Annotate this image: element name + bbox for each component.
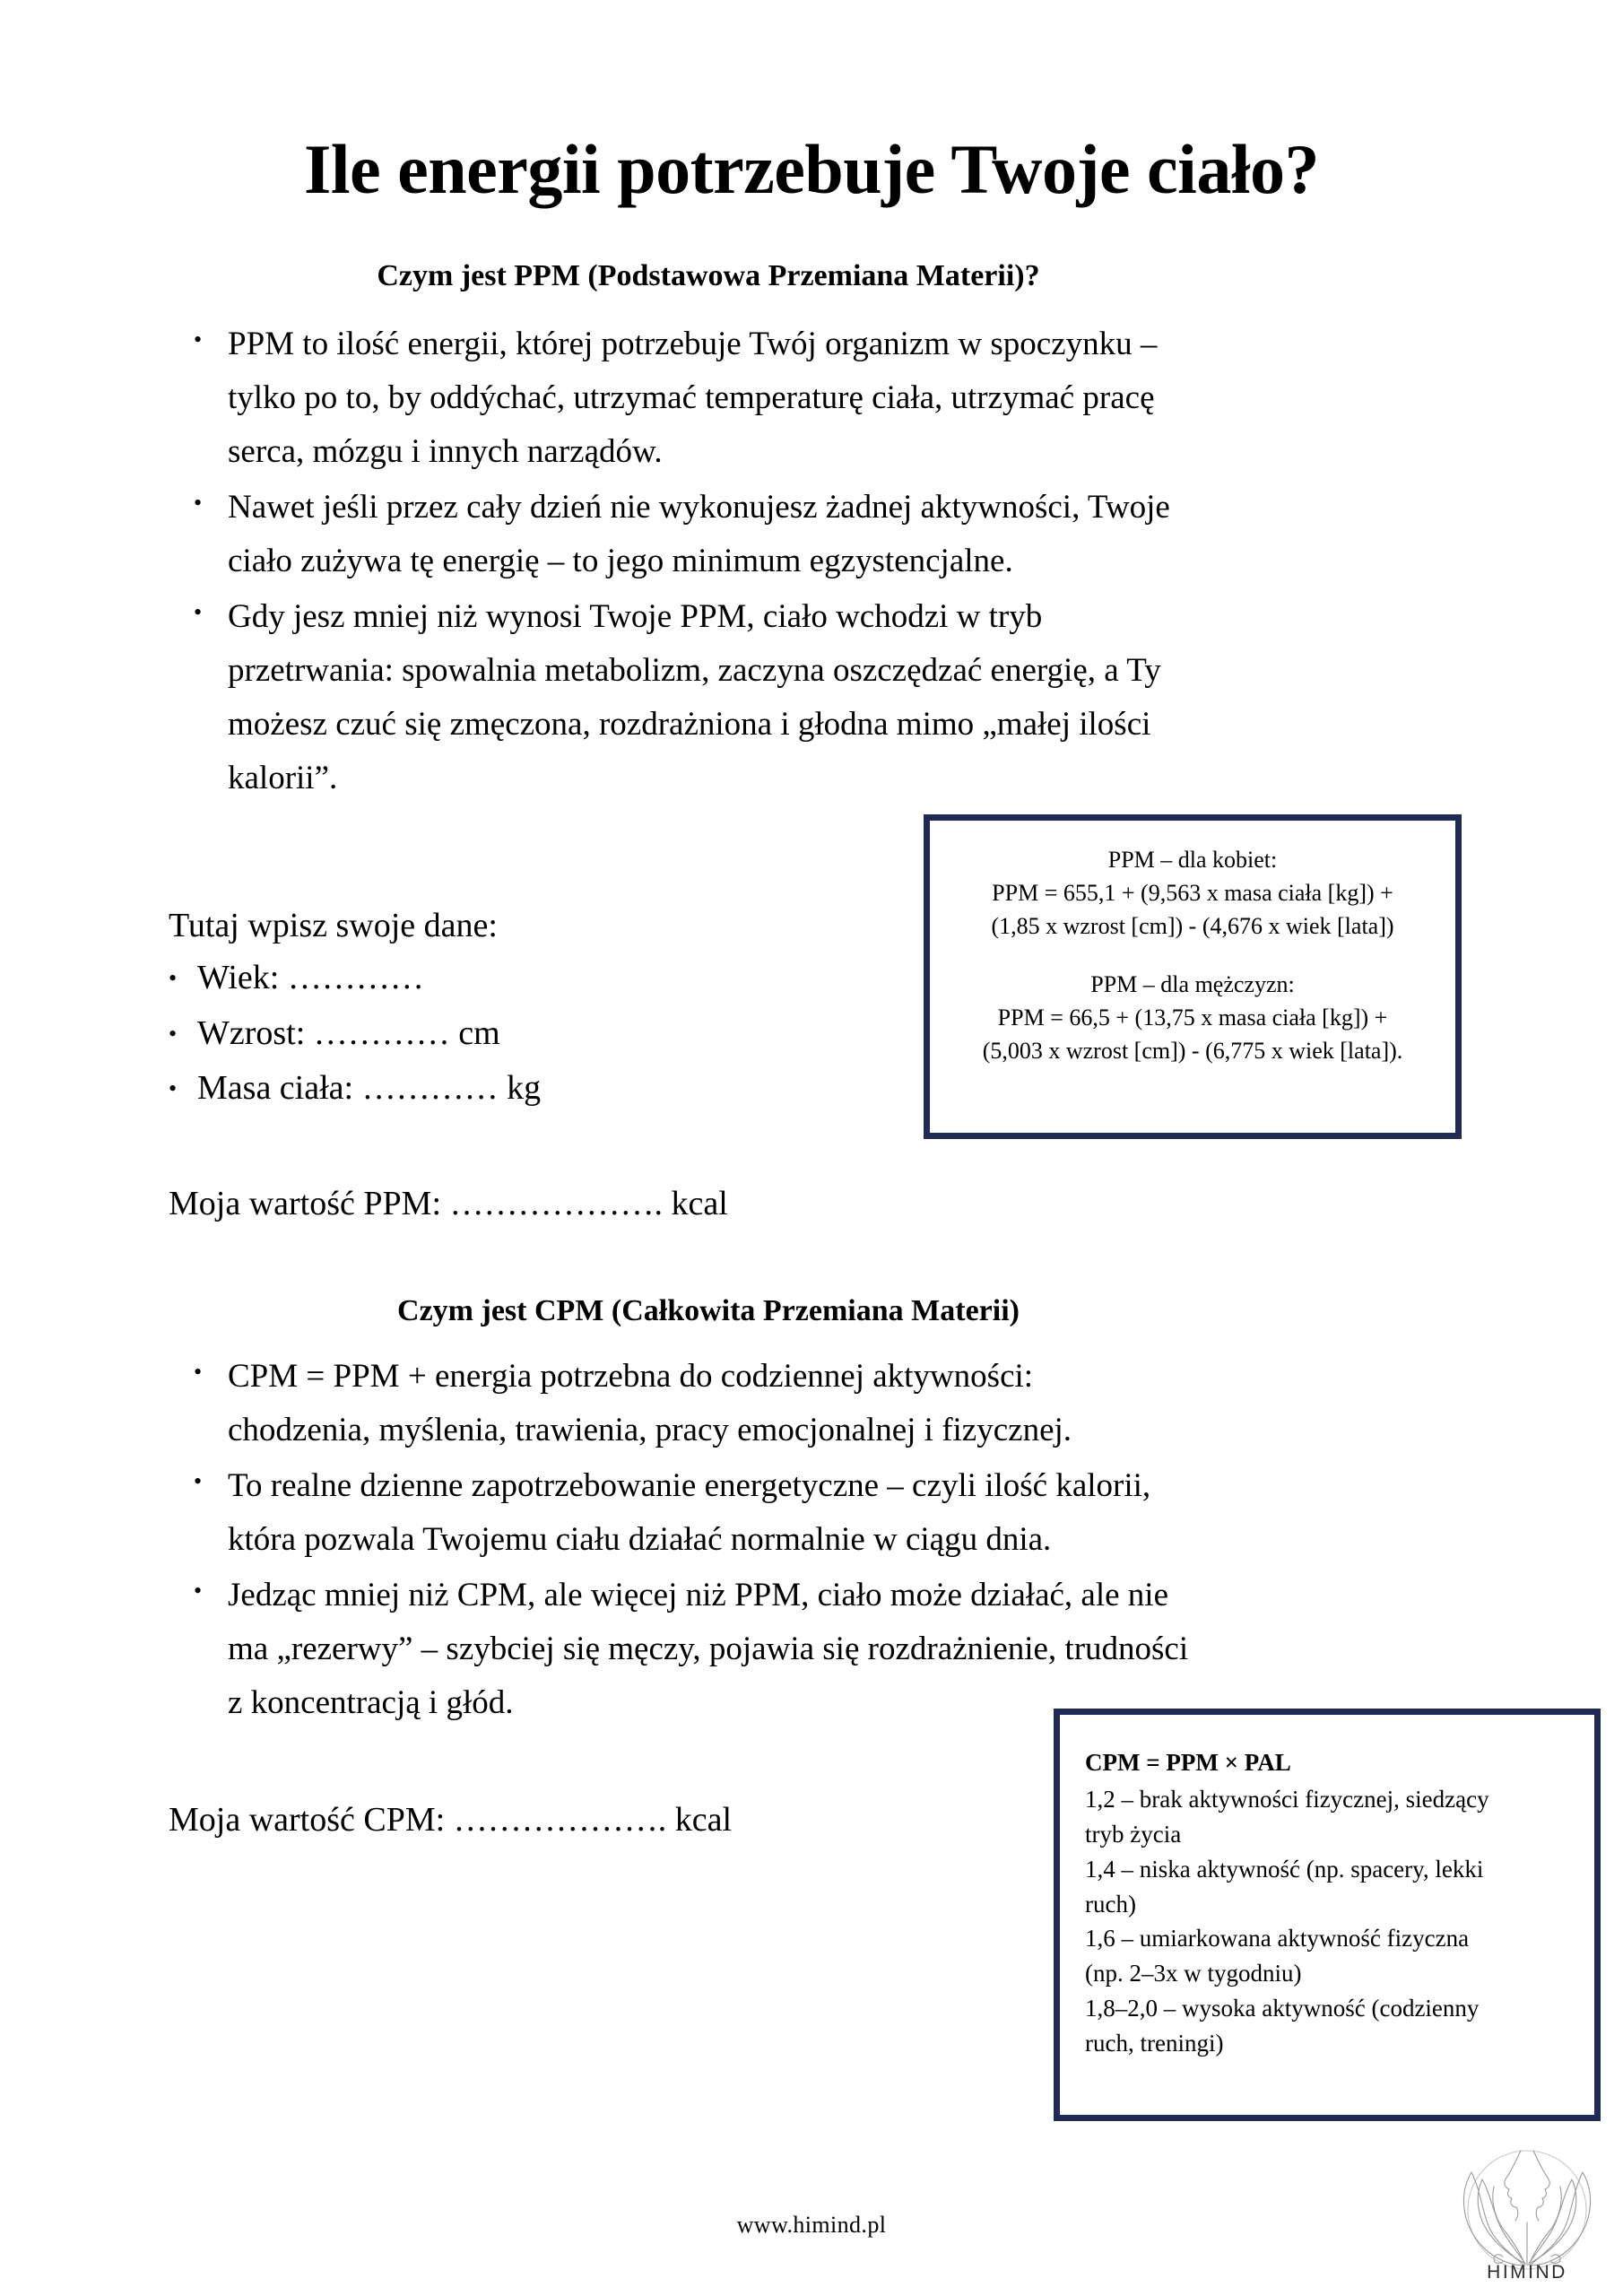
ppm-result-label: Moja wartość PPM: <box>169 1185 441 1222</box>
pal-line: 1,6 – umiarkowana aktywność fizyczna <box>1085 1925 1470 1952</box>
ppm-result-row[interactable] <box>169 1178 728 1231</box>
bullet-line: możesz czuć się zmęczona, rozdrażniona i głodna mimo „małej ilości <box>228 705 1151 743</box>
cpm-result-input[interactable]: ………………. <box>453 1801 667 1839</box>
bullet-line: która pozwala Twojemu ciału działać normalnie w ciągu dnia. <box>228 1520 1052 1558</box>
field-input-wiek[interactable]: ………… <box>287 959 424 996</box>
ppm-formula-box <box>924 814 1462 1139</box>
ppm-men-formula-line2: (5,003 x wzrost [cm]) - (6,775 x wiek [lata]). <box>982 1037 1403 1064</box>
field-label-wiek: Wiek: <box>197 959 280 996</box>
field-unit-wzrost: cm <box>458 1013 500 1052</box>
ppm-women-formula-line2: (1,85 x wzrost [cm]) - (4,676 x wiek [lata]) <box>991 912 1394 939</box>
list-item <box>187 317 1469 479</box>
bullet-line: • Gdy jesz mniej niż wynosi Twoje PPM, ciało wchodzi w tryb <box>228 597 1043 635</box>
field-row-wiek[interactable] <box>169 951 541 1006</box>
cpm-section-heading: Czym jest CPM (Całkowita Przemiana Materii) <box>397 1294 1020 1327</box>
bullet-line: • To realne dzienne zapotrzebowanie energetyczne – czyli ilość kalorii, <box>228 1466 1151 1504</box>
field-row-wzrost[interactable] <box>169 1006 541 1062</box>
bullet-line: z koncentracją i głód. <box>228 1683 514 1721</box>
formula-box-spacer <box>946 944 1439 969</box>
field-row-masa-ciala[interactable] <box>169 1061 541 1117</box>
bullet-line: ma „rezerwy” – szybciej się męczy, pojawia się rozdrażnienie, trudności <box>228 1630 1189 1667</box>
pal-line: ruch, treningi) <box>1085 2030 1224 2057</box>
data-entry-field-list <box>169 951 541 1117</box>
bullet-line: serca, mózgu i innych narządów. <box>228 432 663 470</box>
field-label-wzrost: Wzrost: <box>197 1013 306 1052</box>
field-input-wzrost[interactable]: ………… <box>313 1013 450 1052</box>
cpm-bullet-list <box>187 1350 1469 1732</box>
ppm-women-title: PPM – dla kobiet: <box>1107 847 1278 873</box>
brand-wordmark: HIMIND <box>1487 2262 1567 2283</box>
list-item <box>187 1350 1469 1457</box>
field-input-masa-ciala[interactable]: ………… <box>361 1069 499 1108</box>
field-unit-masa-ciala: kg <box>507 1069 542 1108</box>
bullet-line: chodzenia, myślenia, trawienia, pracy emocjonalnej i fizycznej. <box>228 1411 1072 1448</box>
list-item <box>187 481 1469 588</box>
ppm-men-title: PPM – dla mężczyzn: <box>1090 970 1295 997</box>
cpm-formula-title: CPM = PPM × PAL <box>1085 1749 1291 1776</box>
bullet-line: przetrwania: spowalnia metabolizm, zaczyna oszczędzać energię, a Ty <box>228 651 1161 689</box>
bullet-line: • Jedząc mniej niż CPM, ale więcej niż PPM, ciało może działać, ale nie <box>228 1576 1168 1613</box>
list-item <box>187 1569 1469 1730</box>
pal-line: (np. 2–3x w tygodniu) <box>1085 1960 1302 1987</box>
pal-line: 1,4 – niska aktywność (np. spacery, lekki <box>1085 1855 1484 1883</box>
ppm-result-unit: kcal <box>671 1185 728 1222</box>
list-item <box>187 1459 1469 1567</box>
cpm-result-label: Moja wartość CPM: <box>169 1801 446 1839</box>
pal-line: tryb życia <box>1085 1820 1182 1848</box>
page-title: Ile energii potrzebuje Twoje ciało? <box>303 130 1319 209</box>
ppm-bullet-list <box>187 317 1469 806</box>
pal-line: ruch) <box>1085 1890 1136 1918</box>
bullet-line: • PPM to ilość energii, której potrzebuje Twój organizm w spoczynku – <box>228 326 1158 362</box>
bullet-line: kalorii”. <box>228 759 338 796</box>
field-label-masa-ciala: Masa ciała: <box>197 1069 354 1108</box>
footer-website-url[interactable]: www.himind.pl <box>736 2212 887 2238</box>
ppm-result-input[interactable]: ………………. <box>449 1185 663 1222</box>
ppm-women-formula-line1: PPM = 655,1 + (9,563 x masa ciała [kg]) + <box>992 879 1393 906</box>
cpm-result-unit: kcal <box>674 1801 733 1839</box>
ppm-section-heading: Czym jest PPM (Podstawowa Przemiana Materii)? <box>377 259 1040 292</box>
bullet-line: • Nawet jeśli przez cały dzień nie wykonujesz żadnej aktywności, Twoje <box>228 488 1170 526</box>
data-entry-label: Tutaj wpisz swoje dane: <box>169 907 498 944</box>
pal-line: 1,2 – brak aktywności fizycznej, siedzący <box>1085 1785 1489 1813</box>
bullet-line: • CPM = PPM + energia potrzebna do codziennej aktywności: <box>228 1358 1034 1395</box>
ppm-men-formula-line1: PPM = 66,5 + (13,75 x masa ciała [kg]) + <box>997 1004 1388 1031</box>
bullet-line: ciało zużywa tę energię – to jego minimum egzystencjalne. <box>228 542 1013 579</box>
pal-line: 1,8–2,0 – wysoka aktywność (codzienny <box>1085 1995 1480 2022</box>
bullet-line: tylko po to, by oddýchać, utrzymać temperaturę ciała, utrzymać pracę <box>228 378 1155 416</box>
cpm-formula-box <box>1054 1709 1601 2121</box>
cpm-result-row[interactable] <box>169 1794 732 1847</box>
list-item <box>187 590 1469 805</box>
